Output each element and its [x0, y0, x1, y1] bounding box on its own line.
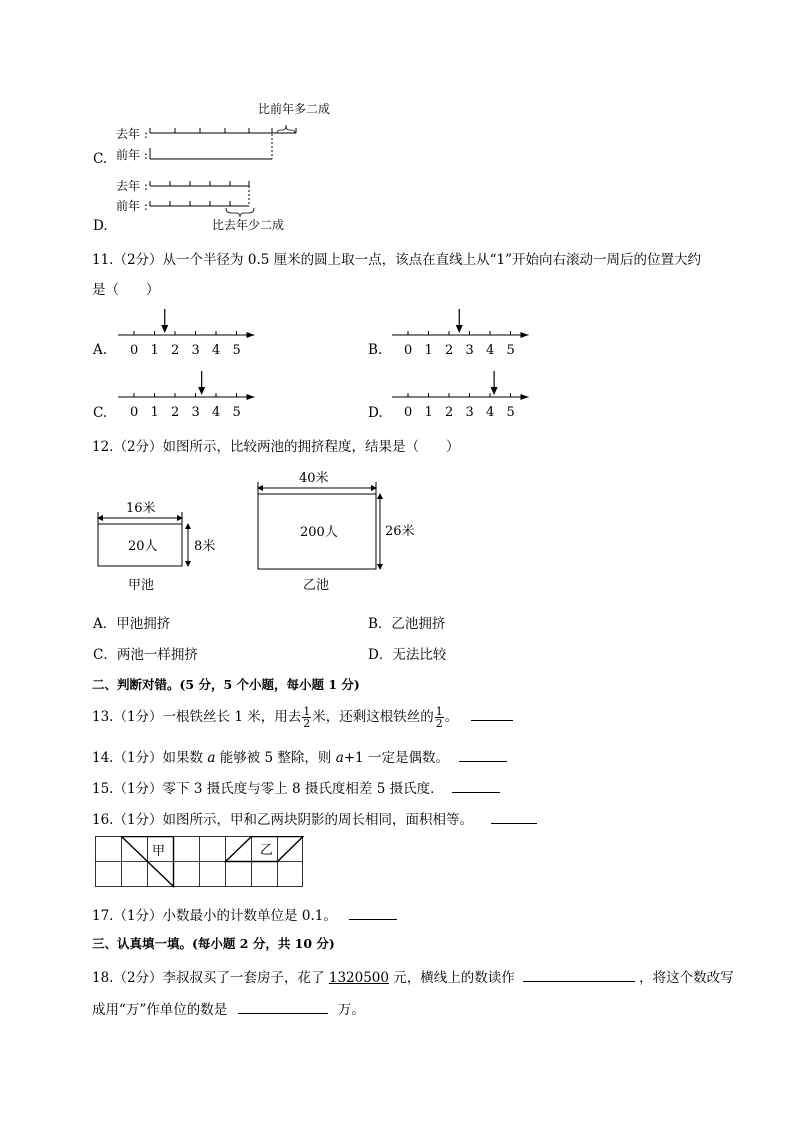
- number-line: [118, 371, 255, 420]
- q12-option-c: C．两池一样拥挤: [93, 647, 198, 663]
- q10-c-last-year: 去年 :: [116, 127, 148, 141]
- tick-label: 3: [191, 405, 200, 420]
- q16-label-a: 甲: [152, 844, 166, 859]
- tick-label: 0: [404, 343, 413, 358]
- q13-answer-blank[interactable]: [471, 706, 513, 721]
- tick-label: 2: [171, 405, 180, 420]
- q14-mid: 能够被 5 整除，则: [215, 750, 336, 766]
- q18-reading-blank[interactable]: [523, 967, 635, 982]
- pool-a-height: 8米: [194, 539, 216, 554]
- q11-stem-line1: 11.（2分）从一个半径为 0.5 厘米的圆上取一点，该点在直线上从“1”开始向右滚动一周后的位置大约: [92, 252, 702, 268]
- q16-label-b: 乙: [260, 843, 274, 858]
- q13: [92, 704, 513, 730]
- q18-line2: [92, 998, 365, 1018]
- tick-label: 3: [191, 343, 200, 358]
- tick-label: 5: [232, 343, 241, 358]
- q13-mid: 米，还剩这根铁丝的: [312, 709, 434, 725]
- axis-arrowhead: [247, 394, 255, 400]
- q11-option-b-label: B.: [368, 342, 383, 358]
- q13-suffix: 。: [444, 709, 459, 725]
- q10-d-last-year: 去年 :: [116, 179, 148, 193]
- q10-option-c-label: C.: [93, 151, 108, 167]
- q10-d-year-before: 前年 :: [116, 199, 148, 213]
- tick-label: 4: [486, 405, 495, 420]
- q18-line2-suffix: 万。: [337, 1002, 365, 1018]
- tick-label: 4: [486, 343, 495, 358]
- q17-answer-blank[interactable]: [349, 905, 397, 920]
- tick-label: 0: [130, 405, 139, 420]
- number-line: [392, 371, 529, 420]
- q11-stem-line2: 是（ ）: [92, 282, 160, 298]
- q11-option-d-label: D.: [368, 405, 383, 421]
- tick-label: 0: [130, 343, 139, 358]
- tick-label: 2: [445, 343, 454, 358]
- axis-arrowhead: [521, 394, 529, 400]
- q18-tail: ，将这个数改写: [639, 970, 734, 986]
- tick-label: 5: [232, 405, 241, 420]
- q10-line-diagrams: [108, 98, 348, 238]
- tick-label: 1: [424, 343, 433, 358]
- q10-option-d-label: D.: [93, 218, 108, 234]
- tick-label: 4: [212, 343, 221, 358]
- q15-text: 15.（1分）零下 3 摄氏度与零上 8 摄氏度相差 5 摄氏度．: [92, 781, 444, 797]
- tick-label: 1: [150, 405, 159, 420]
- pool-a-name: 甲池: [128, 578, 155, 593]
- q10-c-note: 比前年多二成: [258, 102, 331, 116]
- q13-prefix: 13.（1分）一根铁丝长 1 米，用去: [92, 709, 302, 725]
- q15-answer-blank[interactable]: [452, 778, 500, 793]
- q13-fraction-2: $\frac{1}{2}$: [435, 705, 443, 730]
- pool-b-name: 乙池: [303, 578, 330, 593]
- axis-arrowhead: [521, 332, 529, 338]
- tick-label: 1: [424, 405, 433, 420]
- q14-answer-blank[interactable]: [459, 747, 507, 762]
- pool-a-width: 16米: [126, 501, 156, 516]
- tick-label: 4: [212, 405, 221, 420]
- q10-d-note: 比去年少二成: [212, 218, 285, 232]
- position-arrowhead: [198, 387, 205, 395]
- q11-option-c-label: C.: [93, 405, 108, 421]
- axis-arrowhead: [247, 332, 255, 338]
- q12-option-b: B．乙池拥挤: [368, 616, 446, 632]
- q16-answer-blank[interactable]: [491, 809, 537, 824]
- q18-line2-prefix: 成用“万”作单位的数是: [92, 1002, 228, 1018]
- number-line: [118, 309, 255, 358]
- tick-label: 5: [506, 343, 515, 358]
- tick-label: 2: [171, 343, 180, 358]
- pool-b-width: 40米: [299, 471, 329, 486]
- q18-wan-blank[interactable]: [238, 999, 328, 1014]
- section-3-title: 三、认真填一填。(每小题 2 分，共 10 分): [92, 936, 335, 951]
- tick-label: 2: [445, 405, 454, 420]
- q16: [92, 808, 537, 828]
- q11-option-a-label: A.: [93, 342, 108, 358]
- q12-option-a: A．甲池拥挤: [93, 616, 171, 632]
- pool-a-people: 20人: [128, 539, 158, 554]
- tick-label: 3: [465, 405, 474, 420]
- q17-text: 17.（1分）小数最小的计数单位是 0.1。: [92, 908, 337, 924]
- q18-mid: 元，横线上的数读作: [388, 970, 515, 986]
- tick-label: 0: [404, 405, 413, 420]
- q16-text: 16.（1分）如图所示，甲和乙两块阴影的周长相同，面积相等。: [92, 812, 474, 828]
- q15: [92, 777, 500, 797]
- q13-fraction-1: $\frac{1}{2}$: [303, 705, 311, 730]
- pool-b-people: 200人: [300, 525, 338, 540]
- q18-number: 1320500: [328, 970, 389, 986]
- q18-prefix: 18.（2分）李叔叔买了一套房子，花了: [92, 970, 329, 986]
- q17: [92, 904, 397, 924]
- q16-grid-figure: [95, 836, 305, 888]
- q12-option-d: D．无法比较: [368, 647, 447, 663]
- tick-label: 1: [150, 343, 159, 358]
- section-2-title: 二、判断对错。(5 分，5 个小题，每小题 1 分): [92, 677, 360, 692]
- q10-c-year-before: 前年 :: [116, 148, 148, 162]
- q14-var2: a: [335, 750, 344, 766]
- position-arrowhead: [456, 325, 463, 333]
- position-arrowhead: [491, 387, 498, 395]
- tick-label: 5: [506, 405, 515, 420]
- pool-b-height: 26米: [385, 524, 415, 539]
- position-arrowhead: [161, 325, 168, 333]
- q14-var: a: [207, 750, 216, 766]
- q12-pools-figure: [90, 466, 430, 596]
- q11-number-lines: [0, 300, 560, 425]
- q18-line1: [92, 966, 734, 986]
- tick-label: 3: [465, 343, 474, 358]
- q14-prefix: 14.（1分）如果数: [92, 750, 208, 766]
- q12-stem: 12.（2分）如图所示，比较两池的拥挤程度，结果是（ ）: [92, 439, 460, 455]
- q14-suffix: +1 一定是偶数。: [343, 750, 449, 766]
- q14: [92, 746, 507, 766]
- number-line: [392, 309, 529, 358]
